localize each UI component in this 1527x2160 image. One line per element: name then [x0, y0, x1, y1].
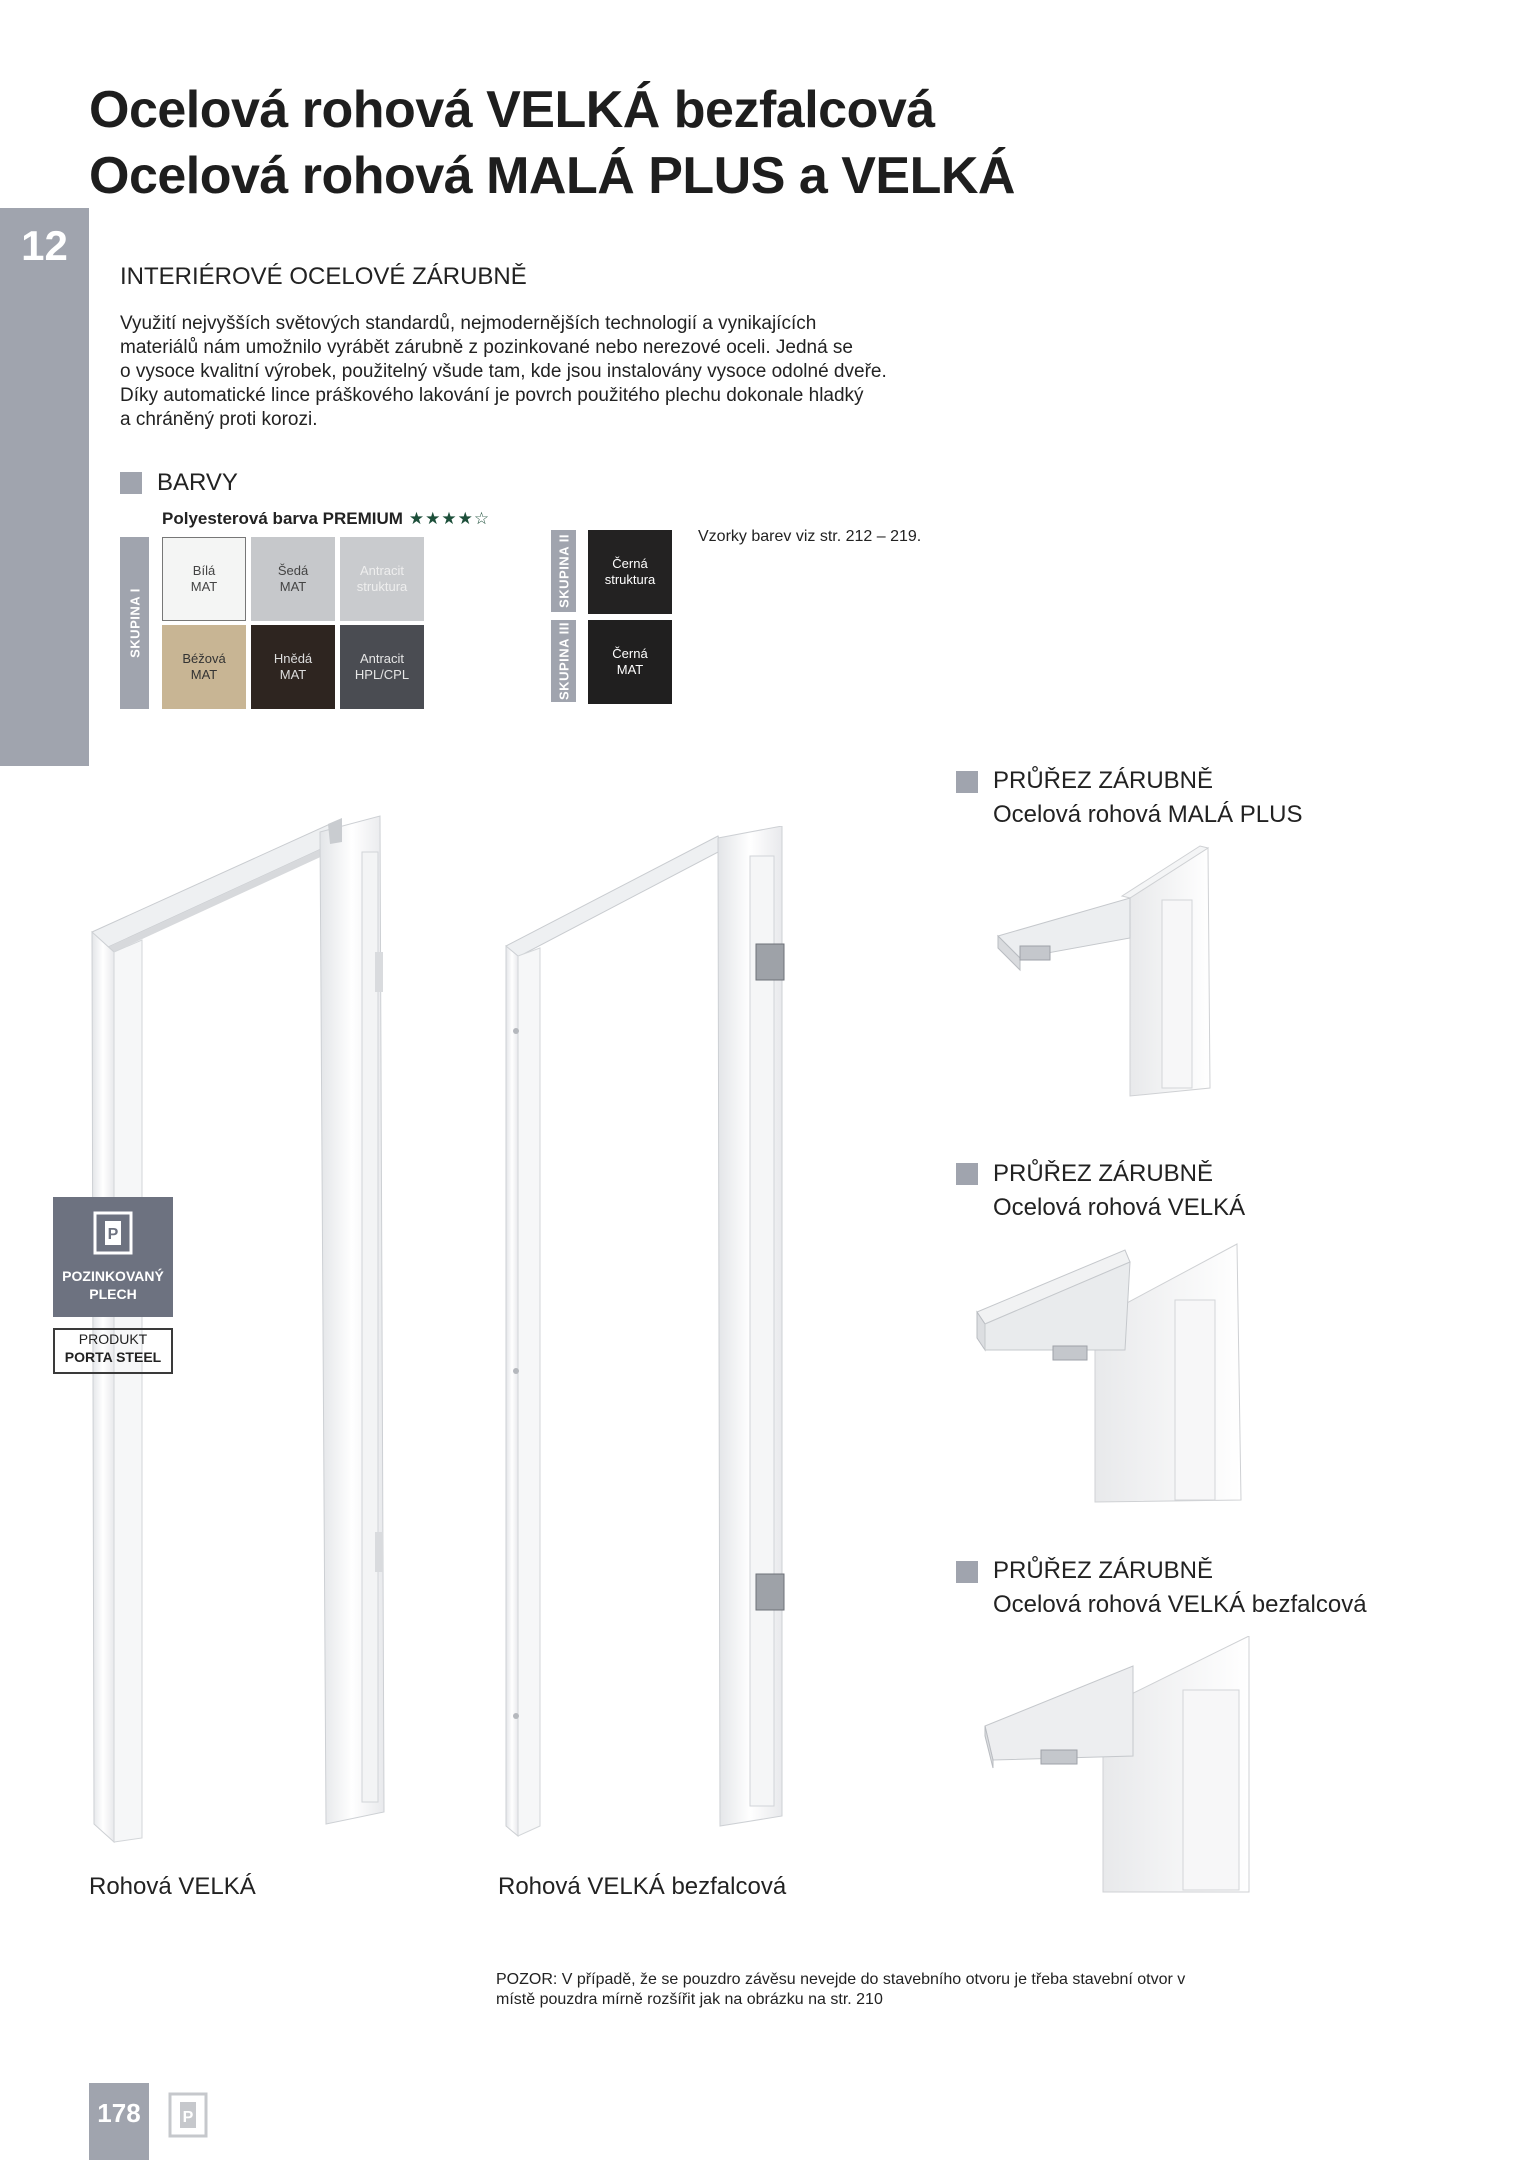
cross-section-image-velka-bezfalcova — [983, 1636, 1253, 1896]
cross-section-heading-velka — [993, 1157, 1245, 1225]
cross-section-name: Ocelová rohová VELKÁ — [993, 1194, 1246, 1221]
intro-paragraph — [120, 312, 940, 432]
cross-section-name: Ocelová rohová VELKÁ bezfalcová — [993, 1591, 1367, 1618]
galvanized-line-2: PLECH — [89, 1286, 137, 1302]
door-frame-image-rohova-velka-bezfalcova — [496, 826, 796, 1846]
section-marker — [120, 472, 142, 494]
swatch-finish: struktura — [604, 572, 656, 587]
swatch-bezova-mat — [162, 625, 246, 709]
page-title-line-2: Ocelová rohová MALÁ PLUS a VELKÁ — [89, 147, 1015, 205]
chapter-sidebar — [0, 208, 89, 766]
intro-line: a chráněný proti korozi. — [120, 409, 318, 430]
swatch-name: Šedá — [277, 563, 309, 578]
section-subtitle: INTERIÉROVÉ OCELOVÉ ZÁRUBNĚ — [120, 263, 527, 290]
swatch-finish: MAT — [190, 579, 218, 594]
porta-logo-icon — [93, 1211, 133, 1255]
rating-stars: ★★★★☆ — [408, 509, 491, 528]
colors-heading: BARVY — [157, 469, 238, 496]
swatch-seda-mat — [251, 537, 335, 621]
frame-caption-rohova-velka: Rohová VELKÁ — [89, 1873, 256, 1900]
swatch-name: Bílá — [192, 563, 216, 578]
product-line-2: PORTA STEEL — [64, 1349, 162, 1365]
section-marker — [956, 1561, 978, 1583]
chapter-number: 12 — [21, 222, 68, 269]
swatch-name: Antracit — [359, 651, 405, 666]
page-title-line-1: Ocelová rohová VELKÁ bezfalcová — [89, 81, 935, 139]
product-line-1: PRODUKT — [78, 1331, 148, 1347]
cross-section-heading-mala-plus — [993, 764, 1302, 832]
warning-line-2: místě pouzdra mírně rozšířit jak na obrázku na str. 210 — [496, 1991, 883, 2008]
cross-section-title: PRŮŘEZ ZÁRUBNĚ — [993, 767, 1214, 794]
swatch-antracit-struktura — [340, 537, 424, 621]
cross-section-title: PRŮŘEZ ZÁRUBNĚ — [993, 1557, 1214, 1584]
group-1-bar — [120, 537, 149, 709]
svg-text:P: P — [107, 1226, 119, 1243]
intro-line: Využití nejvyšších světových standardů, nejmodernějších technologií a vynikajících — [120, 313, 817, 334]
swatch-bila-mat — [162, 537, 246, 621]
group-2-bar — [551, 530, 576, 612]
swatch-finish: MAT — [616, 662, 644, 677]
cross-section-name: Ocelová rohová MALÁ PLUS — [993, 801, 1303, 828]
premium-label-text: Polyesterová barva PREMIUM — [162, 509, 403, 528]
swatch-name: Hnědá — [273, 651, 313, 666]
swatch-name: Béžová — [182, 651, 226, 666]
group-2-label: SKUPINA II — [556, 534, 571, 608]
swatch-finish: MAT — [190, 667, 218, 682]
group-1-label: SKUPINA I — [127, 588, 142, 658]
group-3-bar — [551, 620, 576, 702]
galvanized-text — [53, 1267, 173, 1303]
swatch-cerna-struktura — [588, 530, 672, 614]
swatch-antracit-hpl-cpl — [340, 625, 424, 709]
intro-line: o vysoce kvalitní výrobek, použitelný všude tam, kde jsou instalovány vysoce odolné dveře. — [120, 361, 887, 382]
cross-section-image-mala-plus — [990, 838, 1230, 1098]
warning-line-1: POZOR: V případě, že se pouzdro závěsu nevejde do stavebního otvoru je třeba stavební otvor v — [496, 1971, 1186, 1988]
intro-line: materiálů nám umožnilo vyrábět zárubně z pozinkované nebo nerezové oceli. Jedná se — [120, 337, 853, 358]
product-porta-steel-box — [53, 1328, 173, 1374]
swatch-finish: struktura — [356, 579, 408, 594]
section-marker — [956, 771, 978, 793]
galvanized-line-1: POZINKOVANÝ — [62, 1268, 164, 1284]
swatch-name: Černá — [612, 646, 648, 661]
swatch-finish: MAT — [279, 667, 307, 682]
swatch-finish: HPL/CPL — [354, 667, 410, 682]
page-number: 178 — [89, 2083, 149, 2160]
cross-section-title: PRŮŘEZ ZÁRUBNĚ — [993, 1160, 1214, 1187]
section-marker — [956, 1163, 978, 1185]
swatch-name: Antracit — [359, 563, 405, 578]
swatch-name: Černá — [612, 556, 648, 571]
swatch-cerna-mat — [588, 620, 672, 704]
group-3-label: SKUPINA III — [556, 622, 571, 700]
swatch-finish: MAT — [279, 579, 307, 594]
swatch-hneda-mat — [251, 625, 335, 709]
cross-section-image-velka — [975, 1240, 1245, 1510]
frame-caption-rohova-velka-bezfalcova: Rohová VELKÁ bezfalcová — [498, 1873, 787, 1900]
cross-section-heading-velka-bezfalcova — [993, 1554, 1367, 1622]
samples-note: Vzorky barev viz str. 212 – 219. — [698, 528, 922, 545]
svg-text:P: P — [182, 2109, 194, 2126]
intro-line: Díky automatické lince práškového lakování je povrch použitého plechu dokonale hladký — [120, 385, 864, 406]
premium-paint-label — [162, 509, 490, 529]
porta-footer-logo-icon — [168, 2092, 208, 2138]
warning-note — [496, 1970, 1256, 2010]
galvanized-sheet-badge — [53, 1197, 173, 1317]
